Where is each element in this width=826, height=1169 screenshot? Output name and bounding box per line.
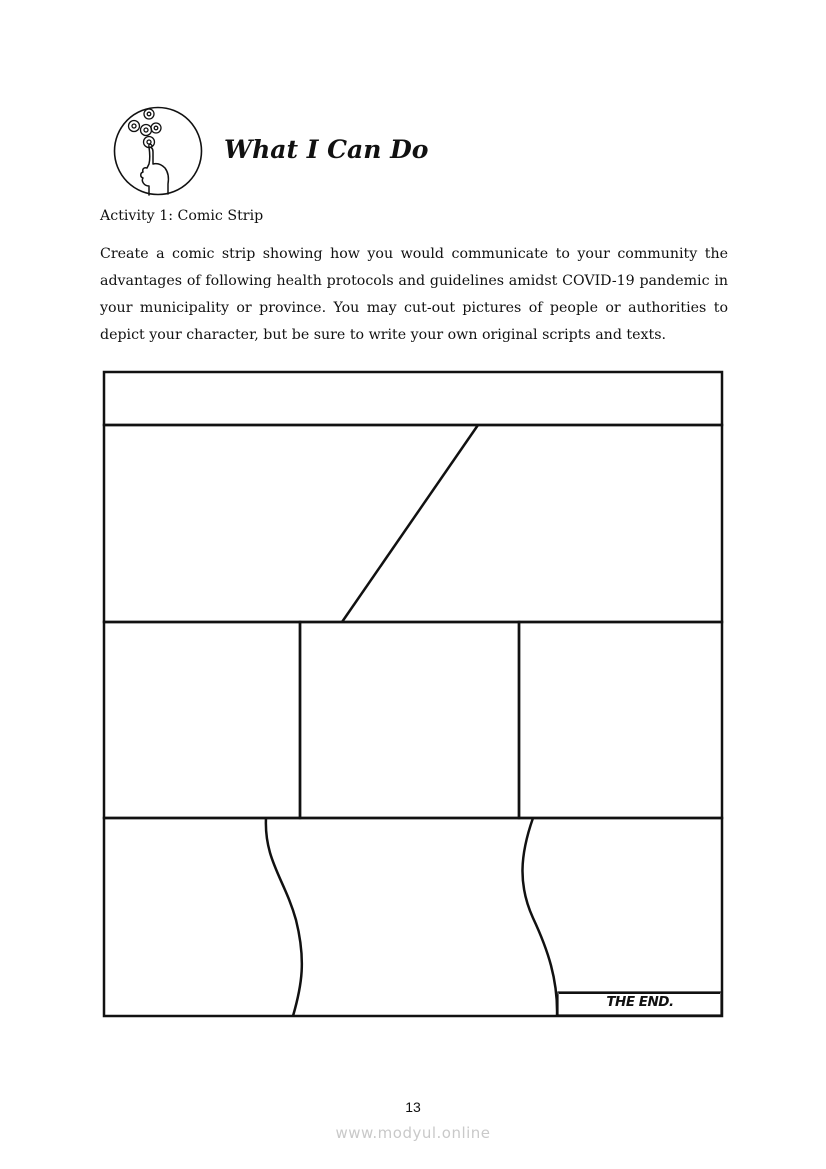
comic-row-4-frame xyxy=(104,818,722,1016)
activity-instructions: Create a comic strip showing how you would communicate to your community the advantages of following health protocols and guidelines amidst COVID-19 pandemic in your municipality or province. You may cut-out pictures of people or authorities to depict your character, but be sure to write your own original scripts and texts. xyxy=(100,246,728,343)
comic-wavy-divider-right xyxy=(522,818,557,1016)
page-number: 13 xyxy=(405,1099,421,1115)
end-label: THE END. xyxy=(606,994,674,1010)
watermark[interactable]: www.modyul.online xyxy=(335,1124,491,1142)
comic-diagonal-divider xyxy=(342,425,478,622)
comic-row-2-frame xyxy=(104,425,722,622)
page-title: What I Can Do xyxy=(224,135,429,164)
activity-label: Activity 1: Comic Strip xyxy=(100,208,264,224)
comic-panel-title xyxy=(104,372,722,425)
comic-panel-row3-left xyxy=(104,622,300,818)
comic-wavy-divider-left xyxy=(266,818,302,1016)
comic-panel-row3-right xyxy=(519,622,722,818)
comic-panel-row3-middle xyxy=(300,622,519,818)
